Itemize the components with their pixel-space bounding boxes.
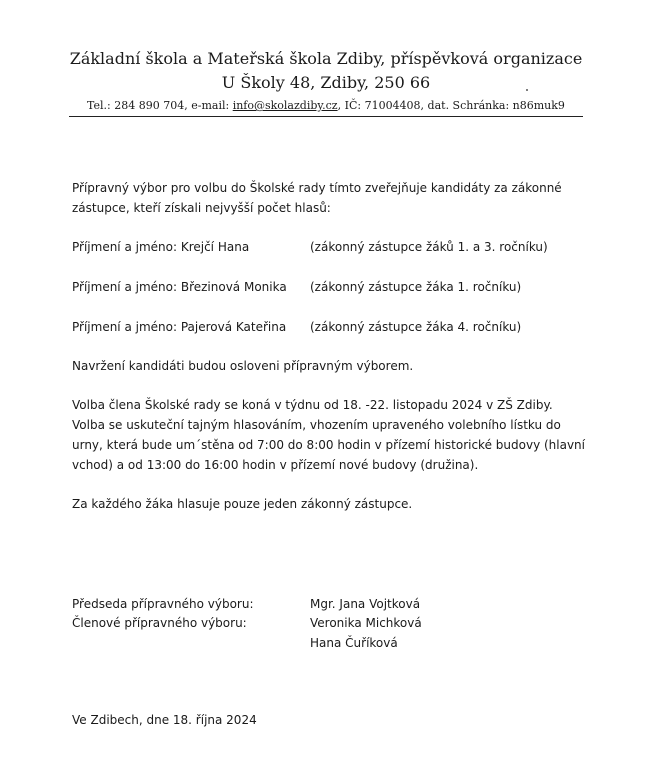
candidate-role: (zákonný zástupce žáka 1. ročníku) xyxy=(310,280,522,294)
chair-label: Předseda přípravného výboru: xyxy=(72,597,254,611)
committee-members-row xyxy=(72,613,592,633)
candidate-row xyxy=(72,317,592,337)
candidate-role: (zákonný zástupce žáka 4. ročníku) xyxy=(310,320,522,334)
member-name: Veronika Michková xyxy=(310,616,422,630)
chair-name: Mgr. Jana Vojtková xyxy=(310,597,421,611)
candidate-row xyxy=(72,237,592,257)
members-label: Členové přípravného výboru: xyxy=(72,616,247,630)
election-date-line: Volba člena Školské rady se koná v týdnu od 18. -22. listopadu 2024 v ZŠ Zdiby. xyxy=(72,398,553,412)
member-name: Hana Čuříková xyxy=(310,636,398,650)
committee-members-row xyxy=(72,633,592,653)
candidate-name: Příjmení a jméno: Pajerová Kateřina xyxy=(72,320,287,334)
candidate-row xyxy=(72,277,592,297)
vote-rule-paragraph: Za každého žáka hlasuje pouze jeden zákonný zástupce. xyxy=(72,497,413,511)
scan-speck xyxy=(526,89,528,91)
election-paragraph xyxy=(72,395,592,475)
committee-chair-row xyxy=(72,594,592,614)
letterhead xyxy=(0,48,652,114)
contact-line xyxy=(0,98,652,114)
intro-paragraph: Přípravný výbor pro volbu do Školské rady tímto zveřejňuje kandidáty za zákonné zástupce, kteří získali nejvyšší počet hlasů: xyxy=(72,181,562,215)
email-link[interactable]: info@skolazdiby.cz xyxy=(232,99,338,112)
candidate-name: Příjmení a jméno: Krejčí Hana xyxy=(72,240,250,254)
notice-paragraph: Navržení kandidáti budou osloveni přípravným výborem. xyxy=(72,359,414,373)
header-divider xyxy=(69,116,583,117)
place-and-date: Ve Zdibech, dne 18. října 2024 xyxy=(72,713,257,727)
contact-suffix: , IČ: 71004408, dat. Schránka: n86muk9 xyxy=(337,99,565,112)
contact-prefix: Tel.: 284 890 704, e-mail: xyxy=(87,99,233,112)
election-procedure: Volba se uskuteční tajným hlasováním, vhozením upraveného volebního lístku do urny, která bude um´stěna od 7:00 do 8:00 hodin v přízemí historické budovy (hlavní vchod) a od 13:00 do 16:00 hodin v přízemí nové budovy (družina). xyxy=(72,418,585,472)
candidate-role: (zákonný zástupce žáků 1. a 3. ročníku) xyxy=(310,240,548,254)
school-name: Základní škola a Mateřská škola Zdiby, příspěvková organizace xyxy=(69,49,583,68)
candidate-name: Příjmení a jméno: Březinová Monika xyxy=(72,280,287,294)
school-address: U Školy 48, Zdiby, 250 66 xyxy=(221,73,431,92)
